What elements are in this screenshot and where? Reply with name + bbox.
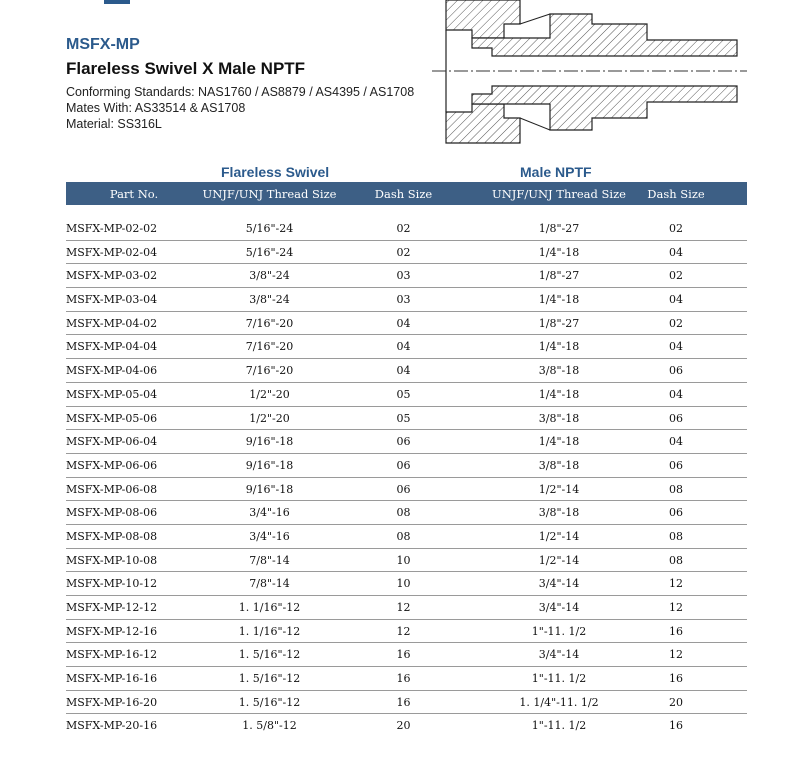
- part-no-cell: MSFX-MP-12-16: [66, 624, 158, 638]
- swivel-thread-size-cell: 1. 5/16"-12: [238, 648, 301, 662]
- swivel-dash-size-cell: 05: [396, 411, 411, 425]
- table-row: [66, 407, 747, 431]
- material: Material: SS316L: [66, 117, 162, 131]
- swivel-dash-size-cell: 03: [396, 269, 411, 283]
- table-body: [66, 217, 747, 737]
- swivel-dash-size-cell: 20: [396, 719, 411, 733]
- swivel-thread-size-cell: 9/16"-18: [245, 458, 294, 472]
- swivel-thread-size-cell: 1. 5/16"-12: [238, 672, 301, 686]
- part-no-cell: MSFX-MP-04-04: [66, 340, 158, 354]
- swivel-dash-size-cell: 16: [396, 648, 411, 662]
- nptf-thread-size-cell: 1/4"-18: [538, 245, 580, 259]
- table-row: [66, 667, 747, 691]
- nptf-dash-size-cell: 06: [669, 458, 683, 472]
- nptf-thread-size-cell: 1/4"-18: [538, 387, 580, 401]
- swivel-thread-size-cell: 1. 1/16"-12: [238, 624, 301, 638]
- swivel-thread-size-cell: 7/16"-20: [245, 316, 294, 330]
- table-row: [66, 335, 747, 359]
- nptf-thread-size-cell: 3/8"-18: [538, 458, 580, 472]
- nptf-thread-size-cell: 1/8"-27: [538, 269, 580, 283]
- swivel-thread-size-cell: 7/8"-14: [249, 553, 290, 567]
- table-row: [66, 643, 747, 667]
- nptf-dash-size-cell: 04: [669, 387, 683, 401]
- table-row: [66, 691, 747, 715]
- table-row: [66, 383, 747, 407]
- swivel-thread-size-cell: 1/2"-20: [249, 411, 290, 425]
- swivel-dash-size-cell: 02: [396, 222, 411, 235]
- swivel-dash-size-cell: 04: [396, 316, 411, 330]
- swivel-dash-size-cell: 16: [396, 695, 411, 709]
- part-no-cell: MSFX-MP-04-02: [66, 316, 158, 330]
- table-row: [66, 288, 747, 312]
- part-no-cell: MSFX-MP-06-08: [66, 482, 158, 496]
- table-row: [66, 620, 747, 644]
- part-no-cell: MSFX-MP-05-04: [66, 387, 158, 401]
- table-row: [66, 549, 747, 573]
- part-no-cell: MSFX-MP-16-20: [66, 695, 158, 709]
- table-row: [66, 454, 747, 478]
- swivel-dash-size-cell: 04: [396, 340, 411, 354]
- nptf-dash-size-cell: 02: [669, 316, 683, 330]
- part-no-cell: MSFX-MP-02-02: [66, 222, 158, 235]
- table-row: [66, 525, 747, 549]
- col-nptf-dash: Dash Size: [647, 187, 705, 201]
- nptf-thread-size-cell: 1/8"-27: [538, 316, 580, 330]
- nptf-dash-size-cell: 08: [669, 482, 683, 496]
- swivel-thread-size-cell: 3/4"-16: [249, 506, 290, 520]
- swivel-thread-size-cell: 1. 5/8"-12: [242, 719, 297, 733]
- nptf-dash-size-cell: 16: [669, 719, 683, 733]
- swivel-dash-size-cell: 04: [396, 364, 411, 378]
- swivel-dash-size-cell: 06: [396, 458, 411, 472]
- swivel-thread-size-cell: 3/4"-16: [249, 529, 290, 543]
- nptf-thread-size-cell: 1/4"-18: [538, 293, 580, 307]
- table-row: [66, 572, 747, 596]
- swivel-dash-size-cell: 16: [396, 672, 411, 686]
- swivel-thread-size-cell: 1. 5/16"-12: [238, 695, 301, 709]
- part-no-cell: MSFX-MP-03-02: [66, 269, 158, 283]
- group-header-male-nptf: Male NPTF: [520, 164, 592, 180]
- nptf-dash-size-cell: 06: [669, 364, 683, 378]
- nptf-thread-size-cell: 1/2"-14: [538, 482, 580, 496]
- nptf-dash-size-cell: 04: [669, 435, 683, 449]
- nptf-dash-size-cell: 08: [669, 553, 683, 567]
- nptf-dash-size-cell: 06: [669, 506, 683, 520]
- swivel-dash-size-cell: 05: [396, 387, 411, 401]
- fitting-section-drawing: [432, 0, 747, 148]
- col-swivel-thread: UNJF/UNJ Thread Size: [202, 187, 337, 201]
- nptf-dash-size-cell: 16: [669, 672, 683, 686]
- swivel-thread-size-cell: 3/8"-24: [249, 293, 290, 307]
- brand-accent-bar: [104, 0, 130, 4]
- table-header: [66, 182, 747, 205]
- nptf-dash-size-cell: 06: [669, 411, 683, 425]
- col-nptf-thread: UNJF/UNJ Thread Size: [492, 187, 626, 201]
- swivel-thread-size-cell: 7/16"-20: [245, 364, 294, 378]
- part-no-cell: MSFX-MP-06-06: [66, 458, 158, 472]
- nptf-thread-size-cell: 3/4"-14: [538, 577, 580, 591]
- swivel-dash-size-cell: 10: [396, 553, 411, 567]
- nptf-thread-size-cell: 1"-11. 1/2: [531, 672, 587, 686]
- nptf-thread-size-cell: 1/4"-18: [538, 435, 580, 449]
- nptf-dash-size-cell: 02: [669, 222, 683, 235]
- table-row: [66, 359, 747, 383]
- table-row: [66, 501, 747, 525]
- nptf-dash-size-cell: 02: [669, 269, 683, 283]
- nptf-thread-size-cell: 1/8"-27: [538, 222, 580, 235]
- table-row: [66, 430, 747, 454]
- part-no-cell: MSFX-MP-16-12: [66, 648, 158, 662]
- part-no-cell: MSFX-MP-02-04: [66, 245, 158, 259]
- nptf-thread-size-cell: 3/4"-14: [538, 601, 580, 614]
- product-code: MSFX-MP: [66, 36, 140, 53]
- swivel-dash-size-cell: 08: [396, 506, 411, 520]
- nptf-thread-size-cell: 3/8"-18: [538, 364, 580, 378]
- part-no-cell: MSFX-MP-03-04: [66, 293, 158, 307]
- nptf-thread-size-cell: 3/8"-18: [538, 411, 580, 425]
- table-row: [66, 714, 747, 737]
- part-no-cell: MSFX-MP-08-06: [66, 506, 158, 520]
- table-row: [66, 241, 747, 265]
- nptf-dash-size-cell: 04: [669, 340, 683, 354]
- table-row: [66, 312, 747, 336]
- part-no-cell: MSFX-MP-16-16: [66, 672, 158, 686]
- nptf-thread-size-cell: 1. 1/4"-11. 1/2: [519, 695, 599, 709]
- swivel-dash-size-cell: 12: [396, 601, 411, 614]
- table-row: [66, 264, 747, 288]
- nptf-dash-size-cell: 04: [669, 293, 683, 307]
- swivel-thread-size-cell: 1/2"-20: [249, 387, 290, 401]
- nptf-dash-size-cell: 04: [669, 245, 683, 259]
- part-no-cell: MSFX-MP-20-16: [66, 719, 158, 733]
- nptf-thread-size-cell: 1/2"-14: [538, 553, 580, 567]
- group-header-flareless-swivel: Flareless Swivel: [221, 164, 330, 180]
- nptf-dash-size-cell: 20: [669, 695, 683, 709]
- nptf-thread-size-cell: 1/4"-18: [538, 340, 580, 354]
- swivel-thread-size-cell: 5/16"-24: [245, 245, 294, 259]
- swivel-dash-size-cell: 03: [396, 293, 411, 307]
- col-swivel-dash: Dash Size: [374, 187, 433, 201]
- swivel-thread-size-cell: 9/16"-18: [245, 435, 294, 449]
- nptf-thread-size-cell: 1"-11. 1/2: [531, 719, 587, 733]
- table-row: [66, 217, 747, 241]
- swivel-dash-size-cell: 12: [396, 624, 411, 638]
- swivel-thread-size-cell: 7/16"-20: [245, 340, 294, 354]
- nptf-thread-size-cell: 3/8"-18: [538, 506, 580, 520]
- part-no-cell: MSFX-MP-04-06: [66, 364, 158, 378]
- swivel-thread-size-cell: 1. 1/16"-12: [238, 601, 301, 614]
- swivel-dash-size-cell: 08: [396, 529, 411, 543]
- swivel-dash-size-cell: 06: [396, 482, 411, 496]
- table-row: [66, 478, 747, 502]
- swivel-thread-size-cell: 7/8"-14: [249, 577, 290, 591]
- nptf-dash-size-cell: 12: [669, 601, 683, 614]
- swivel-thread-size-cell: 3/8"-24: [249, 269, 290, 283]
- swivel-thread-size-cell: 9/16"-18: [245, 482, 294, 496]
- product-title: Flareless Swivel X Male NPTF: [66, 59, 306, 78]
- conforming-standards: Conforming Standards: NAS1760 / AS8879 / AS4395 / AS1708: [66, 85, 415, 99]
- part-no-cell: MSFX-MP-05-06: [66, 411, 158, 425]
- nptf-dash-size-cell: 12: [669, 577, 683, 591]
- nptf-thread-size-cell: 1/2"-14: [538, 529, 580, 543]
- nptf-dash-size-cell: 08: [669, 529, 683, 543]
- nptf-dash-size-cell: 12: [669, 648, 683, 662]
- table-row: [66, 596, 747, 620]
- swivel-dash-size-cell: 06: [396, 435, 411, 449]
- swivel-dash-size-cell: 10: [396, 577, 411, 591]
- part-no-cell: MSFX-MP-10-08: [66, 553, 158, 567]
- swivel-thread-size-cell: 5/16"-24: [245, 222, 294, 235]
- part-no-cell: MSFX-MP-10-12: [66, 577, 158, 591]
- part-no-cell: MSFX-MP-12-12: [66, 601, 158, 614]
- mates-with: Mates With: AS33514 & AS1708: [66, 101, 246, 115]
- part-no-cell: MSFX-MP-08-08: [66, 529, 158, 543]
- col-part-no: Part No.: [109, 187, 159, 201]
- nptf-thread-size-cell: 3/4"-14: [538, 648, 580, 662]
- nptf-thread-size-cell: 1"-11. 1/2: [531, 624, 587, 638]
- nptf-dash-size-cell: 16: [669, 624, 683, 638]
- swivel-dash-size-cell: 02: [396, 245, 411, 259]
- part-no-cell: MSFX-MP-06-04: [66, 435, 158, 449]
